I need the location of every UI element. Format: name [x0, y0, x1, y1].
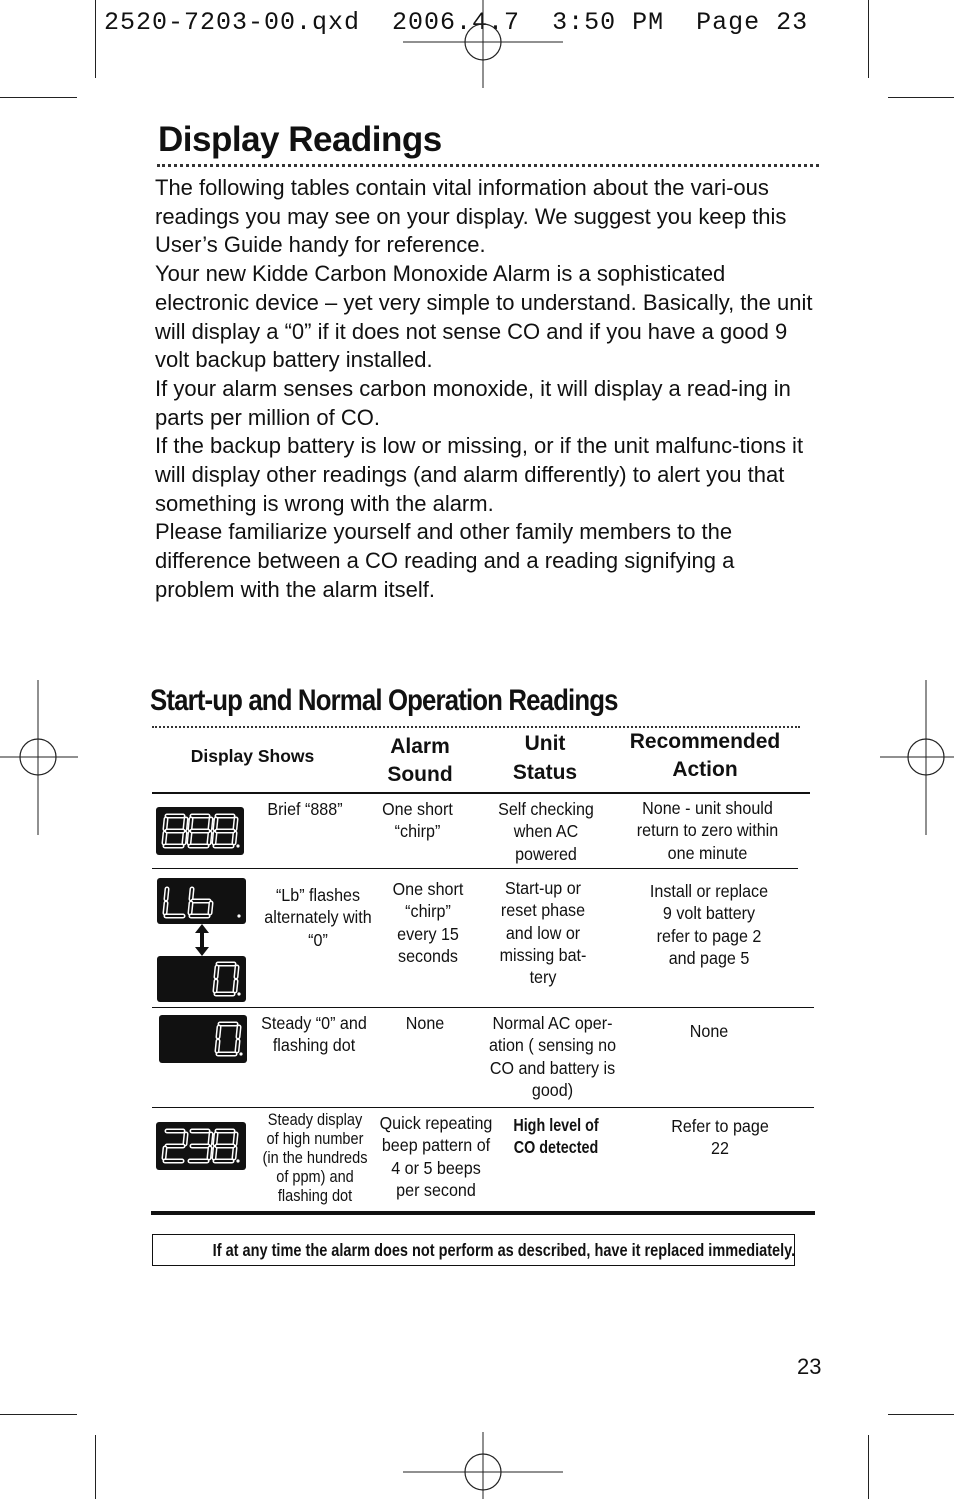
table-cell-alarm: One short “chirp” every 15 seconds: [392, 879, 464, 966]
table-cell-action: None - unit should return to zero within one minute: [636, 798, 779, 863]
table-cell-action: None: [689, 1021, 729, 1041]
lcd-segment-inner: [165, 819, 166, 829]
table-cell-display: “Lb” flashes alternately with “0”: [264, 885, 372, 950]
lcd-segment-inner: [164, 833, 165, 843]
lcd-segment-inner: [166, 889, 167, 899]
lcd-dot: [237, 992, 240, 995]
lcd-segment-inner: [190, 819, 191, 829]
intro-text: [155, 174, 815, 605]
lcd-segment-inner: [189, 833, 190, 843]
lcd-segment-inner: [185, 1134, 186, 1144]
registration-mark-right-icon: [880, 680, 954, 835]
lcd-lb-icon: [157, 878, 246, 924]
column-header-recommended-action: Recommended Action: [629, 730, 781, 781]
lcd-segment-inner: [234, 1148, 235, 1158]
table-heading: Start-up and Normal Operation Readings: [150, 684, 618, 717]
lcd-segment-inner: [215, 1134, 216, 1144]
lcd-dot: [236, 1159, 239, 1162]
lcd-888-icon: [156, 807, 244, 855]
registration-mark-left-icon: [0, 680, 80, 835]
lcd-segment-inner: [217, 1041, 218, 1051]
lcd-segment-inner: [191, 889, 192, 899]
registration-mark-bottom-icon: [403, 1432, 563, 1499]
registration-mark-top-icon: [403, 0, 563, 90]
replacement-notice: If at any time the alarm does not perform as described, have it replaced immediately.: [152, 1234, 795, 1266]
table-cell-alarm: One short “chirp”: [382, 799, 453, 842]
intro-paragraph: The following tables contain vital information about the vari-ous readings you may see on your display. We suggest you keep this User’s Guide handy for reference.: [155, 175, 787, 258]
alternating-arrow-icon: [194, 924, 210, 956]
column-header-display: Display Shows: [190, 746, 315, 766]
lcd-dot: [237, 914, 240, 917]
table-cell-display: Steady display of high number (in the hundreds of ppm) and flashing dot: [262, 1111, 368, 1205]
intro-paragraph: If the backup battery is low or missing, or if the unit malfunc-tions it will display other readings (and alarm differently) to alert you that something is wrong with the alarm.: [155, 433, 804, 516]
page-number: 23: [797, 1354, 822, 1379]
lcd-segment-inner: [165, 903, 166, 913]
table-bottom-rule: [151, 1211, 815, 1215]
lcd-dot: [236, 844, 239, 847]
page-title: Display Readings: [158, 120, 442, 159]
lcd-segment-inner: [209, 833, 210, 843]
lcd-segment-inner: [209, 1148, 210, 1158]
lcd-segment-inner: [235, 1134, 236, 1144]
lcd-segment-inner: [214, 1148, 215, 1158]
lcd-segment-inner: [216, 967, 217, 977]
lcd-dot: [239, 1052, 242, 1055]
lcd-segment-inner: [210, 1134, 211, 1144]
title-divider: [157, 164, 819, 167]
table-cell-alarm: None: [405, 1013, 445, 1033]
column-header-alarm-sound: Alarm Sound: [387, 735, 453, 786]
lcd-238-icon: [156, 1122, 246, 1170]
lcd-segment-inner: [235, 981, 236, 991]
lcd-segment-inner: [218, 1027, 219, 1037]
lcd-segment-inner: [235, 819, 236, 829]
table-cell-display: Steady “0” and flashing dot: [261, 1013, 367, 1056]
lcd-segment-inner: [185, 819, 186, 829]
lcd-segment-inner: [237, 1041, 238, 1051]
row-divider: [152, 868, 798, 869]
table-cell-status: Normal AC oper- ation ( sensing no CO and battery is good): [488, 1013, 617, 1100]
table-cell-action: Install or replace 9 volt battery refer to page 2 and page 5: [649, 881, 769, 968]
table-cell-display: Brief “888”: [267, 799, 343, 819]
lcd-0-icon: [159, 1015, 247, 1063]
intro-paragraph: Your new Kidde Carbon Monoxide Alarm is a sophisticated electronic device – yet very simple to understand. Basically, the unit will display a “0” if it does not sense CO and if you have a good 9 volt backup battery installed.: [155, 261, 813, 373]
lcd-segment-inner: [236, 967, 237, 977]
lcd-segment-inner: [214, 833, 215, 843]
table-cell-status: Start-up or reset phase and low or missing bat- tery: [499, 878, 587, 988]
table-cell-action: Refer to page 22: [671, 1116, 769, 1159]
lcd-segment-inner: [210, 819, 211, 829]
lcd-segment-inner: [215, 981, 216, 991]
table-cell-status: Self checking when AC powered: [498, 799, 594, 864]
lcd-segment-inner: [190, 903, 191, 913]
intro-paragraph: If your alarm senses carbon monoxide, it will display a read-ing in parts per million of CO.: [155, 375, 791, 430]
lcd-segment-inner: [238, 1027, 239, 1037]
table-cell-alarm: Quick repeating beep pattern of 4 or 5 beeps per second: [379, 1113, 493, 1200]
lcd-0-icon: [157, 956, 246, 1002]
row-divider: [152, 1007, 814, 1008]
column-header-unit-status: Unit Status: [512, 732, 578, 784]
lcd-segment-inner: [215, 819, 216, 829]
lcd-segment-inner: [210, 903, 211, 913]
lcd-segment-inner: [184, 833, 185, 843]
row-divider: [152, 1107, 814, 1108]
header-rule: [152, 792, 810, 794]
lcd-segment-inner: [164, 1148, 165, 1158]
intro-paragraph: Please familiarize yourself and other family members to the difference between a CO reading and a reading signifying a problem with the alarm itself.: [155, 519, 735, 602]
lcd-segment-inner: [234, 833, 235, 843]
print-header: 2520-7203-00.qxd 2006.4.7 3:50 PM Page 23: [104, 8, 809, 37]
table-cell-status: High level of CO detected: [513, 1115, 599, 1158]
